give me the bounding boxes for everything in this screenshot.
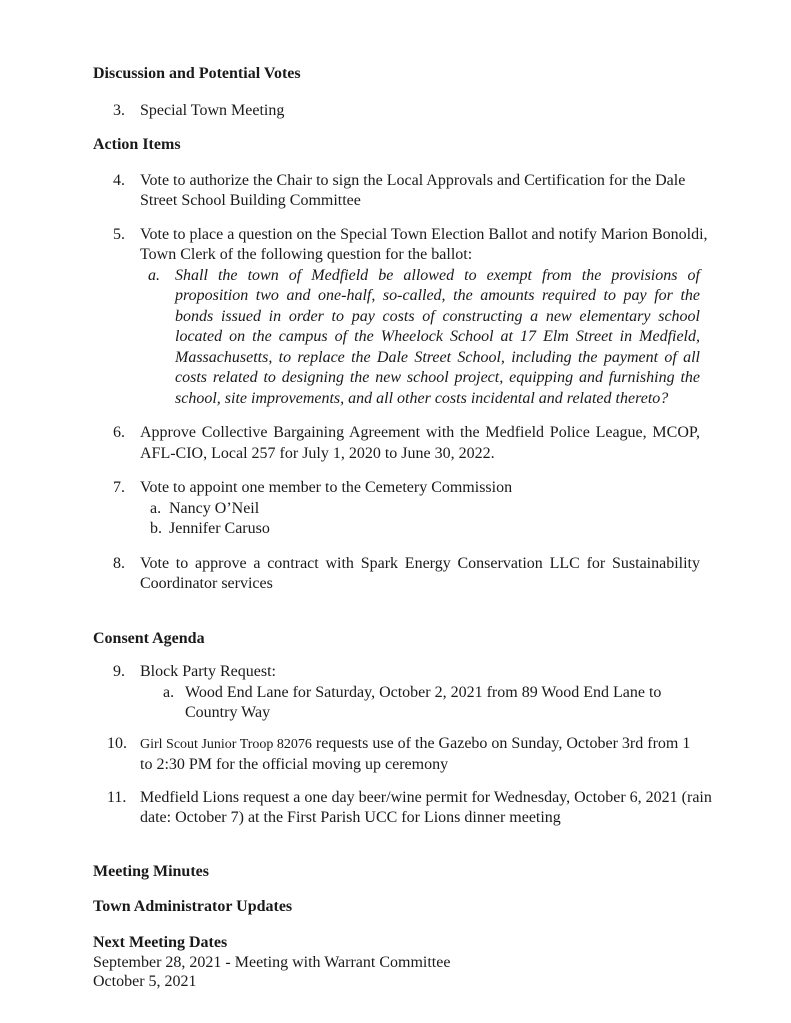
sub-item-a-ballot-question [148, 266, 700, 410]
item-number: 4. [113, 171, 125, 189]
item-number: 6. [113, 424, 125, 441]
sub-item-a-nominee [150, 499, 700, 520]
item-text-line [140, 734, 700, 756]
item-text-line: to 2:30 PM for the official moving up ceremony [140, 756, 449, 773]
item-text-continuation: requests use of the Gazebo on Sunday, October 3rd from 1 [311, 734, 691, 752]
sub-item-text-line: Country Way [185, 704, 271, 721]
agenda-item-7 [93, 478, 700, 540]
heading-discussion-and-potential-votes: Discussion and Potential Votes [93, 65, 301, 82]
sub-item-b-nominee [150, 519, 700, 540]
heading-meeting-minutes: Meeting Minutes [93, 862, 209, 880]
agenda-item-10 [93, 734, 700, 776]
item-text-line: Medfield Lions request a one day beer/wine permit for Wednesday, October 6, 2021 (rain [140, 788, 712, 806]
ballot-question-line: Shall the town of Medfield be allowed to exempt from the provisions of [175, 266, 700, 284]
sub-item-marker: a. [148, 266, 160, 284]
ballot-question-line: proposition two and one-half, so-called, the amounts required to pay for the [175, 287, 700, 304]
item-text-line: Approve Collective Bargaining Agreement with the Medfield Police League, MCOP, [140, 424, 700, 441]
agenda-item-11 [93, 788, 712, 829]
agenda-item-8 [93, 554, 700, 595]
item-text-line: Street School Building Committee [140, 192, 361, 209]
item-text-line: Town Clerk of the following question for the ballot: [140, 246, 473, 263]
agenda-item-3 [93, 101, 700, 122]
next-meeting-date-2: October 5, 2021 [93, 973, 197, 990]
item-text-line: Coordinator services [140, 575, 273, 592]
item-number: 8. [113, 554, 125, 572]
sub-item-a-block-party [163, 683, 700, 724]
item-number: 11. [107, 788, 127, 806]
sub-item-text-line: Wood End Lane for Saturday, October 2, 2021 from 89 Wood End Lane to [185, 683, 662, 701]
item-text-line: Special Town Meeting [140, 101, 285, 119]
item-number: 10. [107, 734, 127, 752]
item-text-line: Block Party Request: [140, 663, 276, 680]
sub-item-marker: a. [150, 499, 162, 517]
ballot-question-line: bonds issued in order to pay costs of constructing a new elementary school [175, 307, 700, 325]
heading-consent-agenda: Consent Agenda [93, 629, 205, 647]
item-number: 9. [113, 663, 125, 680]
nominee-name: Nancy O’Neil [169, 499, 260, 517]
item-text-line: date: October 7) at the First Parish UCC for Lions dinner meeting [140, 809, 561, 826]
item-text-line: Vote to approve a contract with Spark Energy Conservation LLC for Sustainability [140, 554, 700, 572]
agenda-item-6 [93, 423, 700, 464]
sub-item-marker: a. [163, 683, 175, 701]
item-number: 5. [113, 225, 125, 243]
heading-town-administrator-updates: Town Administrator Updates [93, 898, 293, 915]
heading-action-items: Action Items [93, 136, 181, 153]
page-content [93, 64, 712, 991]
item-text-line: Vote to appoint one member to the Cemetery Commission [140, 479, 513, 496]
heading-next-meeting-dates: Next Meeting Dates [93, 933, 228, 951]
agenda-item-9 [93, 662, 700, 724]
item-text-line: Vote to authorize the Chair to sign the Local Approvals and Certification for the Dale [140, 171, 686, 189]
agenda-item-4 [93, 171, 700, 212]
next-meeting-date-1: September 28, 2021 - Meeting with Warrant Committee [93, 954, 451, 971]
ballot-question-line: Massachusetts, to replace the Dale Street School, including the payment of all [175, 348, 700, 366]
ballot-question-line: costs related to designing the new school project, equipping and furnishing the [175, 369, 700, 386]
item-number: 7. [113, 479, 125, 496]
item-text-line: Vote to place a question on the Special Town Election Ballot and notify Marion Bonoldi, [140, 225, 708, 243]
agenda-item-5 [93, 225, 708, 410]
ballot-question-line: located on the campus of the Wheelock School at 17 Elm Street in Medfield, [175, 328, 700, 345]
sub-item-marker: b. [150, 520, 162, 537]
nominee-name: Jennifer Caruso [169, 520, 270, 537]
item-number: 3. [113, 101, 125, 119]
item-text-line: AFL-CIO, Local 257 for July 1, 2020 to June 30, 2022. [140, 444, 495, 462]
troop-name-small-text: Girl Scout Junior Troop 82076 [140, 736, 312, 752]
ballot-question-line: school, site improvements, and all other costs incidental and related thereto? [175, 389, 669, 407]
